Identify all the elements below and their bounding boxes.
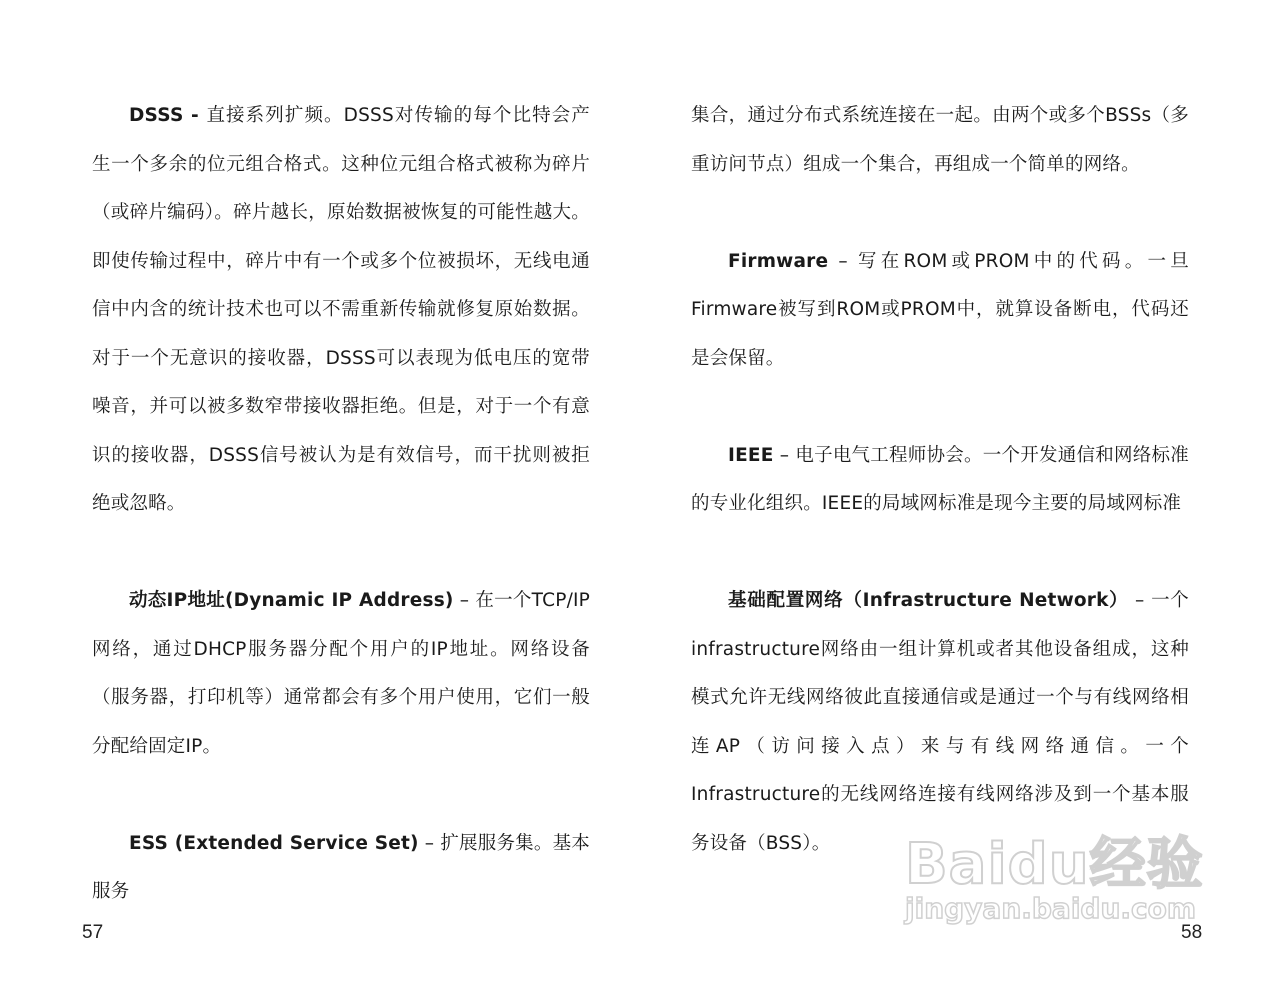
entry-definition: – 扩展服务集。基本服务 <box>92 832 590 902</box>
glossary-entry-dsss <box>92 92 590 529</box>
page-number-right: 58 <box>1181 922 1203 943</box>
entry-definition: – 写在ROM或PROM中的代码。一旦Firmware被写到ROM或PROM中，就算设备断电，代码还是会保留。 <box>691 250 1189 369</box>
entry-term: Firmware <box>728 250 829 272</box>
glossary-entry-continuation: 集合，通过分布式系统连接在一起。由两个或多个BSSs（多重访问节点）组成一个集合，再组成一个简单的网络。 <box>691 105 1189 175</box>
entry-definition: 直接系列扩频。DSSS对传输的每个比特会产生一个多余的位元组合格式。这种位元组合格式被称为碎片（或碎片编码）。碎片越长，原始数据被恢复的可能性越大。即使传输过程中，碎片中有一个或多个位被损坏，无线电通信中内含的统计技术也可以不需重新传输就修复原始数据。对于一个无意识的接收器，DSSS可以表现为低电压的宽带噪音，并可以被多数窄带接收器拒绝。但是，对于一个有意识的接收器，DSSS信号被认为是有效信号，而干扰则被拒绝或忽略。 <box>92 105 590 514</box>
entry-definition: – 一个infrastructure网络由一组计算机或者其他设备组成，这种模式允许无线网络彼此直接通信或是通过一个与有线网络相连AP（访问接入点）来与有线网络通信。一个Infrastructure的无线网络连接有线网络涉及到一个基本服务设备（BSS）。 <box>691 590 1189 854</box>
watermark-url: jingyan.baidu.com <box>905 892 1197 925</box>
entry-term: ESS (Extended Service Set) <box>129 832 419 854</box>
left-page-column <box>92 92 590 965</box>
glossary-entry-ieee <box>691 432 1189 529</box>
glossary-entry-firmware <box>691 238 1189 384</box>
page-number-left: 57 <box>82 922 104 943</box>
entry-term: 基础配置网络（Infrastructure Network） <box>728 590 1129 611</box>
entry-definition: – 在一个TCP/IP网络，通过DHCP服务器分配个用户的IP地址。网络设备（服务器，打印机等）通常都会有多个用户使用，它们一般分配给固定IP。 <box>92 590 591 757</box>
watermark-brand: Baidu经验 <box>905 832 1204 897</box>
glossary-entry-dynamic-ip <box>92 577 590 771</box>
glossary-entry-infrastructure <box>691 577 1189 868</box>
right-page-column <box>691 92 1189 917</box>
entry-term: DSSS - <box>129 105 207 126</box>
glossary-entry-ess <box>92 820 590 917</box>
entry-term: IEEE <box>728 444 774 466</box>
entry-term: 动态IP地址(Dynamic IP Address) <box>129 590 454 611</box>
entry-definition: – 电子电气工程师协会。一个开发通信和网络标准的专业化组织。IEEE的局域网标准是现今主要的局域网标准 <box>691 444 1189 514</box>
